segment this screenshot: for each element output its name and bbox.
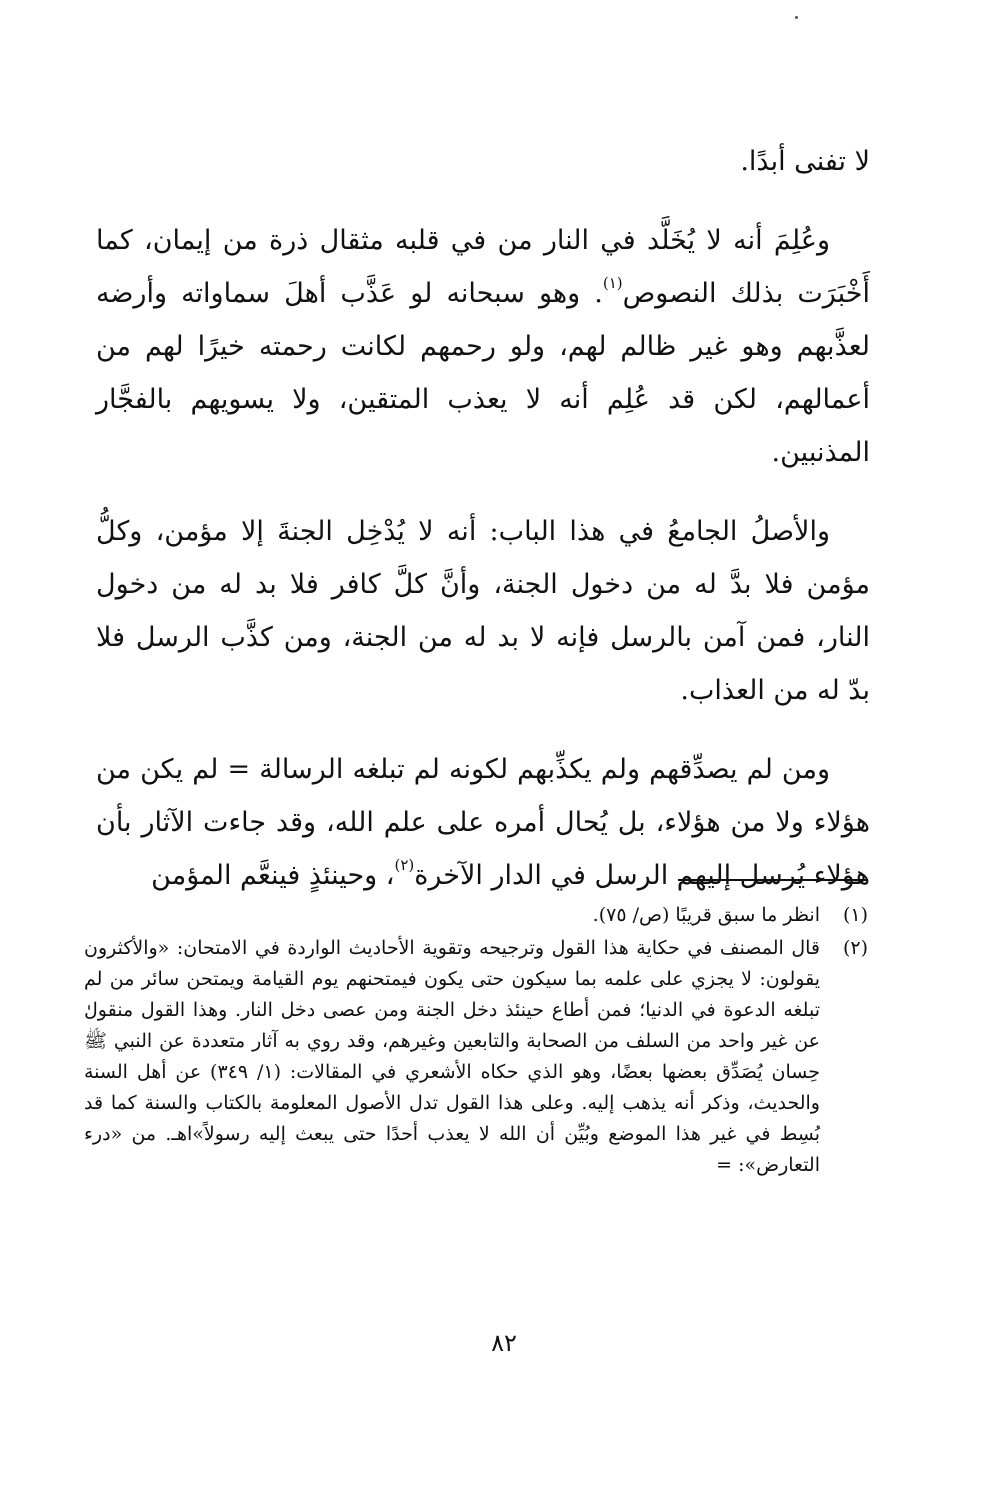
- footnote-number: (٢): [842, 937, 868, 959]
- footnote-reference-1: (١): [602, 274, 623, 292]
- footnote-separator: [678, 879, 868, 881]
- footnote-text: انظر ما سبق قريبًا (ص/ ٧٥).: [592, 904, 820, 926]
- footnote-reference-2: (٢): [394, 856, 415, 874]
- paragraph-text: والأصلُ الجامعُ في هذا الباب: أنه لا يُدْخِل الجنةَ إلا مؤمن، وكلُّ مؤمن فلا بدَّ له من دخول الجنة، وأنَّ كلَّ كافر فلا بد له من دخول النار، فمن آمن بالرسل فإنه لا بد له من الجنة، ومن كذَّب الرسل فلا بدّ له من العذاب.: [96, 516, 870, 706]
- paragraph-3: [96, 505, 870, 717]
- footnote-2: [84, 933, 868, 1181]
- main-text: [96, 135, 870, 902]
- scan-speck: [795, 16, 798, 19]
- footnote-1: [84, 900, 868, 931]
- page-number: ٨٢: [491, 1329, 517, 1357]
- footnotes: [84, 900, 868, 1181]
- paragraph-2: [96, 214, 870, 479]
- footnote-number: (١): [842, 904, 868, 926]
- paragraph-text: لا تفنى أبدًا.: [740, 146, 870, 177]
- footnote-text: قال المصنف في حكاية هذا القول وترجيحه وتقوية الأحاديث الواردة في الامتحان: «والأكثرون يقولون: لا يجزي على علمه بما سيكون حتى يكون فيمتحنهم يوم القيامة ويمتحن سائر من لم تبلغه الدعوة في الدنيا؛ فمن أطاع حينئذ دخل الجنة ومن عصى دخل النار. وهذا القول منقول عن غير واحد من السلف من الصحابة والتابعين وغيرهم، وقد روي به آثار متعددة عن النبي ﷺ حِسان يُصَدِّق بعضها بعضًا، وهو الذي حكاه الأشعري في المقالات: (١/ ٣٤٩) عن أهل السنة والحديث، وذكر أنه يذهب إليه. وعلى هذا القول تدل الأصول المعلومة بالكتاب والسنة كما قد بُسِط في غير هذا الموضع وبُيِّن أن الله لا يعذب أحدًا حتى يبعث إليه رسولاً»اهـ. من «درء التعارض»: =: [84, 937, 820, 1176]
- paragraph-text: وعُلِمَ أنه لا يُخَلَّد في النار من في قلبه مثقال ذرة من إيمان، كما أَخْبَرَت بذلك النصوص: [96, 225, 870, 309]
- paragraph-1: [96, 135, 870, 188]
- paragraph-text-continued: . وهو سبحانه لو عَذَّب أهلَ سماواته وأرضه لعذَّبهم وهو غير ظالم لهم، ولو رحمهم لكانت رحمته خيرًا لهم من أعمالهم، لكن قد عُلِم أنه لا يعذب المتقين، ولا يسويهم بالفجَّار المذنبين.: [96, 278, 870, 468]
- paragraph-text-continued: ، وحينئذٍ فينعَّم المؤمن: [151, 860, 395, 891]
- paragraph-text: ومن لم يصدِّقهم ولم يكذِّبهم لكونه لم تبلغه الرسالة = لم يكن من هؤلاء ولا من هؤلاء، بل يُحال أمره على علم الله، وقد جاءت الآثار بأن هؤلاء يُرسل إليهم الرسل في الدار الآخرة: [96, 754, 870, 891]
